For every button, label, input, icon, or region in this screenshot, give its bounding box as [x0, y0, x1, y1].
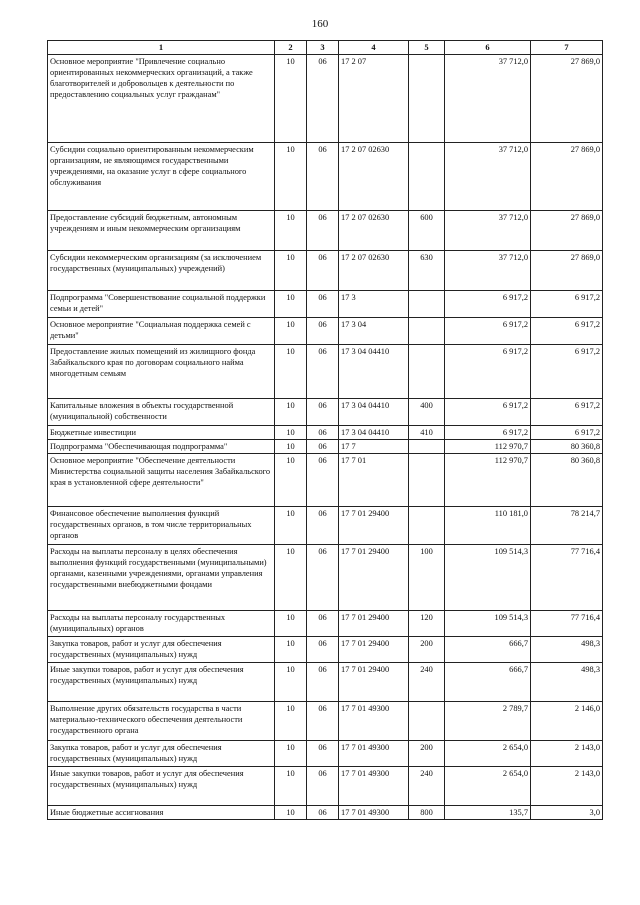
row-name-cell: Основное мероприятие "Привлечение социально ориентированных некоммерческих организаций, а также благотворителей и добровольцев к деятельности по предоставлению социальных услуг гражданам" — [48, 55, 275, 143]
row-amount-1-cell: 2 654,0 — [445, 741, 531, 767]
row-subsection-cell: 06 — [307, 291, 339, 318]
row-section-cell: 10 — [275, 663, 307, 702]
row-target-article-cell: 17 7 01 49300 — [339, 806, 409, 820]
row-section-cell: 10 — [275, 440, 307, 454]
row-subsection-cell: 06 — [307, 545, 339, 611]
table-row — [48, 454, 603, 507]
row-expense-type-cell — [409, 507, 445, 545]
row-target-article-cell: 17 2 07 02630 — [339, 211, 409, 251]
row-amount-1-cell: 6 917,2 — [445, 399, 531, 426]
row-amount-1-cell: 112 970,7 — [445, 454, 531, 507]
row-amount-2-cell: 80 360,8 — [531, 440, 603, 454]
row-subsection-cell: 06 — [307, 55, 339, 143]
row-name-cell: Выполнение других обязательств государства в части материально-технического обеспечения деятельности государственного органа — [48, 702, 275, 741]
row-name-cell: Предоставление жилых помещений из жилищного фонда Забайкальского края по договорам социального найма многодетным семьям — [48, 345, 275, 399]
row-amount-1-cell: 37 712,0 — [445, 211, 531, 251]
table-row — [48, 426, 603, 440]
row-name-cell: Иные закупки товаров, работ и услуг для обеспечения государственных (муниципальных) нужд — [48, 663, 275, 702]
table-row — [48, 702, 603, 741]
row-expense-type-cell — [409, 440, 445, 454]
row-expense-type-cell — [409, 454, 445, 507]
row-target-article-cell: 17 3 04 04410 — [339, 345, 409, 399]
row-expense-type-cell — [409, 143, 445, 211]
row-subsection-cell: 06 — [307, 702, 339, 741]
row-expense-type-cell: 240 — [409, 767, 445, 806]
row-target-article-cell: 17 7 01 49300 — [339, 741, 409, 767]
row-name-cell: Предоставление субсидий бюджетным, автономным учреждениям и иным некоммерческим организациям — [48, 211, 275, 251]
row-expense-type-cell: 100 — [409, 545, 445, 611]
row-expense-type-cell: 410 — [409, 426, 445, 440]
row-section-cell: 10 — [275, 399, 307, 426]
row-amount-1-cell: 6 917,2 — [445, 318, 531, 345]
row-name-cell: Расходы на выплаты персоналу в целях обеспечения выполнения функций государственными (муниципальными) органами, казенными учреждениями, органами управления государственными внебюджетными фондами — [48, 545, 275, 611]
row-section-cell: 10 — [275, 767, 307, 806]
row-subsection-cell: 06 — [307, 767, 339, 806]
row-amount-2-cell: 6 917,2 — [531, 426, 603, 440]
row-target-article-cell: 17 7 01 29400 — [339, 611, 409, 637]
header-col-4: 4 — [339, 41, 409, 55]
row-amount-1-cell: 6 917,2 — [445, 426, 531, 440]
row-amount-2-cell: 498,3 — [531, 637, 603, 663]
row-amount-2-cell: 6 917,2 — [531, 345, 603, 399]
table-row — [48, 211, 603, 251]
row-name-cell: Финансовое обеспечение выполнения функций государственных органов, в том числе территориальных органов — [48, 507, 275, 545]
header-col-7: 7 — [531, 41, 603, 55]
row-subsection-cell: 06 — [307, 251, 339, 291]
row-name-cell: Закупка товаров, работ и услуг для обеспечения государственных (муниципальных) нужд — [48, 741, 275, 767]
row-name-cell: Подпрограмма "Совершенствование социальной поддержки семьи и детей" — [48, 291, 275, 318]
row-expense-type-cell — [409, 55, 445, 143]
table-row — [48, 143, 603, 211]
row-expense-type-cell — [409, 318, 445, 345]
row-amount-2-cell: 6 917,2 — [531, 318, 603, 345]
row-section-cell: 10 — [275, 211, 307, 251]
row-target-article-cell: 17 7 01 29400 — [339, 507, 409, 545]
row-subsection-cell: 06 — [307, 454, 339, 507]
row-amount-2-cell: 27 869,0 — [531, 143, 603, 211]
row-name-cell: Иные бюджетные ассигнования — [48, 806, 275, 820]
row-subsection-cell: 06 — [307, 806, 339, 820]
row-amount-1-cell: 37 712,0 — [445, 251, 531, 291]
row-expense-type-cell: 200 — [409, 741, 445, 767]
table-row — [48, 507, 603, 545]
header-row — [48, 41, 603, 55]
table-row — [48, 806, 603, 820]
row-subsection-cell: 06 — [307, 426, 339, 440]
row-amount-1-cell: 37 712,0 — [445, 55, 531, 143]
table-row — [48, 545, 603, 611]
row-expense-type-cell — [409, 345, 445, 399]
row-target-article-cell: 17 2 07 02630 — [339, 143, 409, 211]
row-subsection-cell: 06 — [307, 741, 339, 767]
row-amount-2-cell: 27 869,0 — [531, 251, 603, 291]
row-amount-1-cell: 666,7 — [445, 663, 531, 702]
row-target-article-cell: 17 3 04 04410 — [339, 426, 409, 440]
row-section-cell: 10 — [275, 318, 307, 345]
row-amount-2-cell: 3,0 — [531, 806, 603, 820]
row-amount-1-cell: 2 789,7 — [445, 702, 531, 741]
row-subsection-cell: 06 — [307, 663, 339, 702]
table-row — [48, 318, 603, 345]
row-amount-2-cell: 2 143,0 — [531, 741, 603, 767]
row-amount-1-cell: 135,7 — [445, 806, 531, 820]
row-target-article-cell: 17 3 04 04410 — [339, 399, 409, 426]
row-subsection-cell: 06 — [307, 637, 339, 663]
row-section-cell: 10 — [275, 507, 307, 545]
header-col-6: 6 — [445, 41, 531, 55]
row-target-article-cell: 17 3 — [339, 291, 409, 318]
row-amount-2-cell: 80 360,8 — [531, 454, 603, 507]
row-amount-2-cell: 77 716,4 — [531, 611, 603, 637]
row-subsection-cell: 06 — [307, 143, 339, 211]
row-amount-2-cell: 27 869,0 — [531, 55, 603, 143]
row-amount-2-cell: 77 716,4 — [531, 545, 603, 611]
row-amount-1-cell: 666,7 — [445, 637, 531, 663]
row-expense-type-cell: 400 — [409, 399, 445, 426]
table-row — [48, 611, 603, 637]
row-amount-2-cell: 78 214,7 — [531, 507, 603, 545]
row-name-cell: Капитальные вложения в объекты государственной (муниципальной) собственности — [48, 399, 275, 426]
row-target-article-cell: 17 7 — [339, 440, 409, 454]
row-name-cell: Основное мероприятие "Обеспечение деятельности Министерства социальной защиты населения Забайкальского края в установленной сфере деятельности" — [48, 454, 275, 507]
row-expense-type-cell: 600 — [409, 211, 445, 251]
row-amount-1-cell: 109 514,3 — [445, 545, 531, 611]
row-name-cell: Закупка товаров, работ и услуг для обеспечения государственных (муниципальных) нужд — [48, 637, 275, 663]
table-row — [48, 399, 603, 426]
table-row — [48, 291, 603, 318]
header-col-5: 5 — [409, 41, 445, 55]
row-amount-1-cell: 6 917,2 — [445, 345, 531, 399]
row-expense-type-cell — [409, 291, 445, 318]
row-target-article-cell: 17 7 01 29400 — [339, 663, 409, 702]
row-section-cell: 10 — [275, 55, 307, 143]
row-amount-2-cell: 2 143,0 — [531, 767, 603, 806]
row-amount-2-cell: 27 869,0 — [531, 211, 603, 251]
header-col-1: 1 — [48, 41, 275, 55]
row-amount-2-cell: 2 146,0 — [531, 702, 603, 741]
row-section-cell: 10 — [275, 702, 307, 741]
row-amount-1-cell: 112 970,7 — [445, 440, 531, 454]
row-name-cell: Расходы на выплаты персоналу государственных (муниципальных) органов — [48, 611, 275, 637]
row-section-cell: 10 — [275, 251, 307, 291]
row-amount-1-cell: 37 712,0 — [445, 143, 531, 211]
row-name-cell: Иные закупки товаров, работ и услуг для обеспечения государственных (муниципальных) нужд — [48, 767, 275, 806]
row-name-cell: Субсидии социально ориентированным некоммерческим организациям, не являющимся государственными учреждениями, на оказание услуг в сфере социального обслуживания — [48, 143, 275, 211]
header-col-2: 2 — [275, 41, 307, 55]
row-subsection-cell: 06 — [307, 345, 339, 399]
row-section-cell: 10 — [275, 291, 307, 318]
row-subsection-cell: 06 — [307, 318, 339, 345]
row-section-cell: 10 — [275, 545, 307, 611]
row-name-cell: Основное мероприятие "Социальная поддержка семей с детьми" — [48, 318, 275, 345]
row-expense-type-cell: 800 — [409, 806, 445, 820]
row-amount-2-cell: 6 917,2 — [531, 399, 603, 426]
row-target-article-cell: 17 7 01 29400 — [339, 637, 409, 663]
row-amount-1-cell: 109 514,3 — [445, 611, 531, 637]
row-section-cell: 10 — [275, 454, 307, 507]
table-row — [48, 251, 603, 291]
table-row — [48, 663, 603, 702]
row-section-cell: 10 — [275, 143, 307, 211]
header-col-3: 3 — [307, 41, 339, 55]
table-row — [48, 440, 603, 454]
row-target-article-cell: 17 7 01 — [339, 454, 409, 507]
row-section-cell: 10 — [275, 741, 307, 767]
row-subsection-cell: 06 — [307, 211, 339, 251]
page-number: 160 — [311, 18, 329, 30]
row-subsection-cell: 06 — [307, 611, 339, 637]
row-section-cell: 10 — [275, 345, 307, 399]
row-expense-type-cell: 240 — [409, 663, 445, 702]
row-amount-1-cell: 6 917,2 — [445, 291, 531, 318]
row-target-article-cell: 17 7 01 49300 — [339, 767, 409, 806]
row-target-article-cell: 17 7 01 49300 — [339, 702, 409, 741]
row-subsection-cell: 06 — [307, 440, 339, 454]
row-section-cell: 10 — [275, 426, 307, 440]
row-section-cell: 10 — [275, 806, 307, 820]
row-target-article-cell: 17 3 04 — [339, 318, 409, 345]
row-amount-2-cell: 498,3 — [531, 663, 603, 702]
row-subsection-cell: 06 — [307, 399, 339, 426]
table-row — [48, 741, 603, 767]
row-name-cell: Субсидии некоммерческим организациям (за исключением государственных (муниципальных) учреждений) — [48, 251, 275, 291]
row-name-cell: Подпрограмма "Обеспечивающая подпрограмма" — [48, 440, 275, 454]
table-row — [48, 767, 603, 806]
table-row — [48, 345, 603, 399]
row-subsection-cell: 06 — [307, 507, 339, 545]
row-target-article-cell: 17 2 07 — [339, 55, 409, 143]
budget-table — [47, 40, 603, 820]
row-target-article-cell: 17 2 07 02630 — [339, 251, 409, 291]
row-amount-1-cell: 2 654,0 — [445, 767, 531, 806]
row-section-cell: 10 — [275, 637, 307, 663]
row-target-article-cell: 17 7 01 29400 — [339, 545, 409, 611]
row-expense-type-cell: 200 — [409, 637, 445, 663]
table-row — [48, 637, 603, 663]
row-expense-type-cell — [409, 702, 445, 741]
table-row — [48, 55, 603, 143]
row-amount-1-cell: 110 181,0 — [445, 507, 531, 545]
row-name-cell: Бюджетные инвестиции — [48, 426, 275, 440]
row-section-cell: 10 — [275, 611, 307, 637]
row-expense-type-cell: 630 — [409, 251, 445, 291]
row-amount-2-cell: 6 917,2 — [531, 291, 603, 318]
row-expense-type-cell: 120 — [409, 611, 445, 637]
